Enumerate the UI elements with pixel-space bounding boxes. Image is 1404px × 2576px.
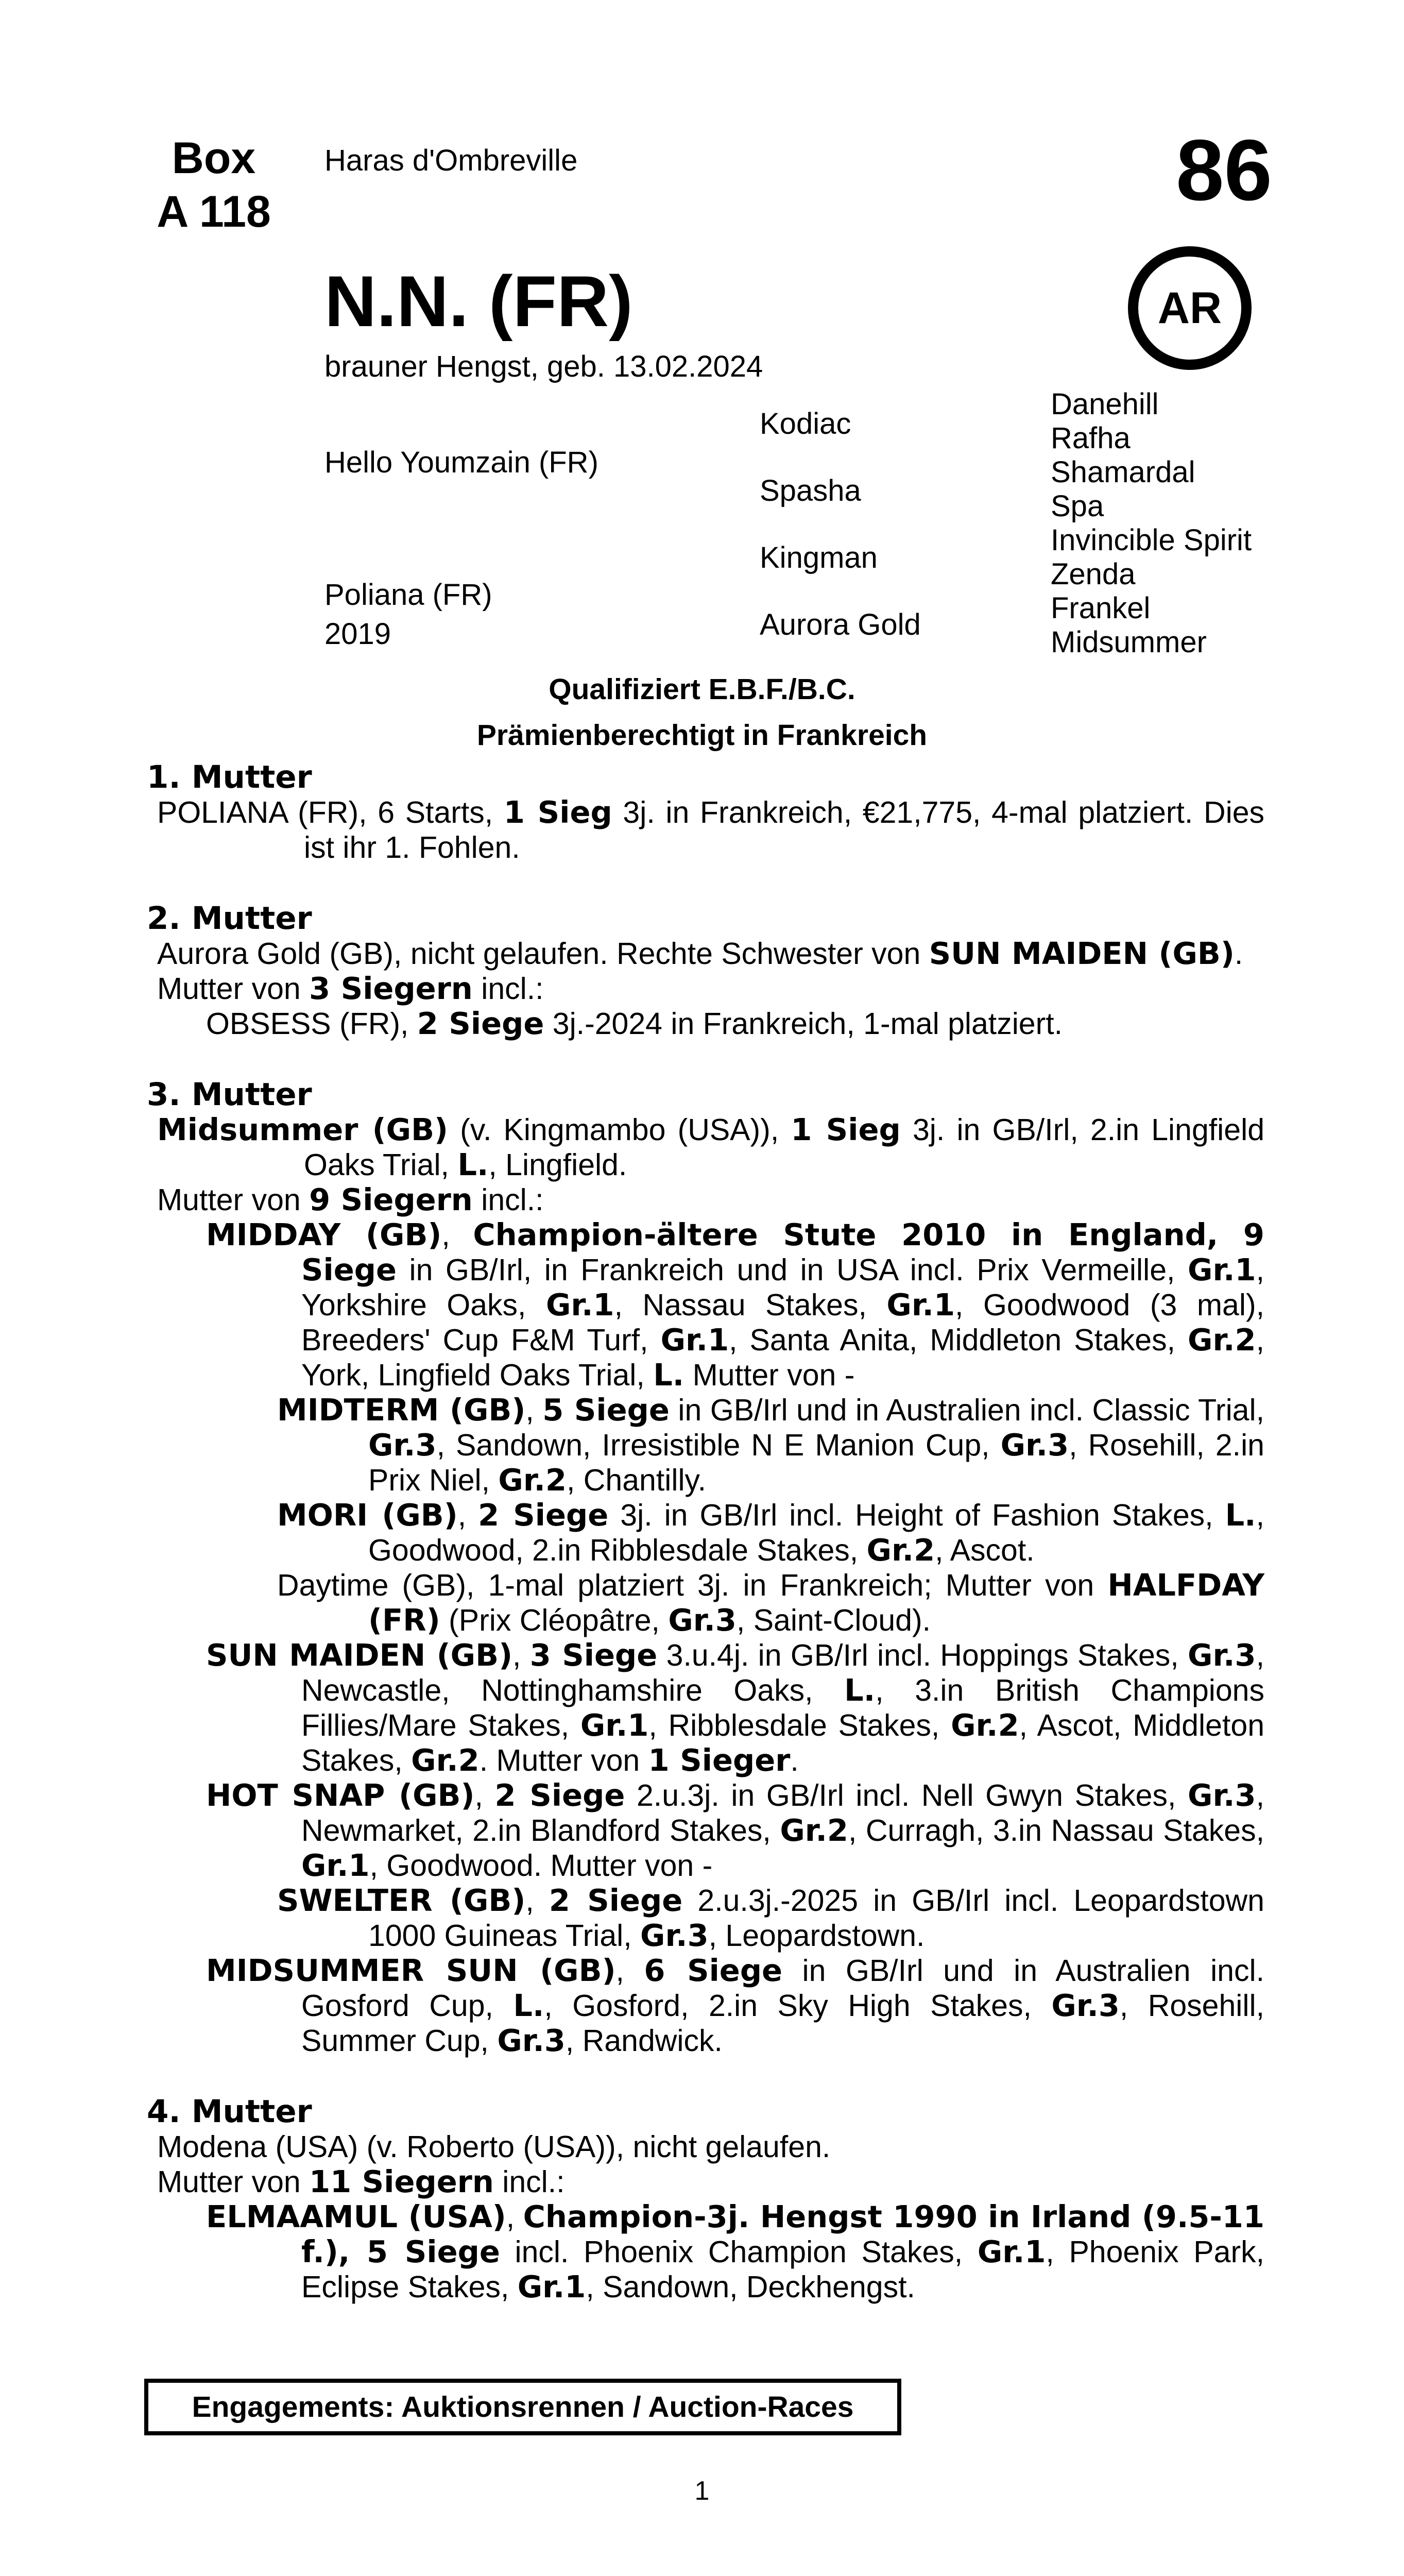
horse-description: brauner Hengst, geb. 13.02.2024 [324, 350, 763, 383]
ar-badge-label: AR [1157, 283, 1222, 333]
pedigree-great-grandparent: Midsummer [1051, 625, 1207, 659]
horse-name: N.N. (FR) [324, 261, 633, 342]
qualification-note: Qualifiziert E.B.F./B.C. [549, 673, 855, 706]
engagements-label: Engagements: Auktionsrennen / Auction-Races [192, 2391, 854, 2424]
pedigree-great-grandparent: Zenda [1051, 557, 1136, 591]
dam1-record: POLIANA (FR), 6 Starts, 1 Sieg 3j. in Frankreich, €21,775, 4-mal platziert. Dies ist ihr 1. Fohlen. [157, 794, 1265, 865]
premium-note: Prämienberechtigt in Frankreich [476, 719, 928, 752]
pedigree-great-grandparent: Spa [1051, 489, 1104, 523]
pedigree-grandparent: Kodiac [760, 407, 851, 440]
pedigree-dam: Poliana (FR) [324, 578, 492, 612]
family-section [147, 760, 1264, 2304]
pedigree-great-grandparent: Invincible Spirit [1051, 523, 1252, 557]
pedigree-grandparent: Aurora Gold [760, 608, 921, 641]
pedigree-great-grandparent: Rafha [1051, 421, 1131, 455]
pedigree-great-grandparent: Shamardal [1051, 455, 1195, 489]
pedigree-great-grandparent: Frankel [1051, 591, 1151, 625]
dam4-heading: 4. Mutter [147, 2093, 312, 2130]
dam3-grandchild-swelter: SWELTER (GB), 2 Siege 2.u.3j.-2025 in GB/Irl incl. Leopardstown 1000 Guineas Trial, Gr.3, Leopardstown. [277, 1883, 1264, 1953]
dam2-winner-obsess: OBSESS (FR), 2 Siege 3j.-2024 in Frankreich, 1-mal platziert. [206, 1006, 1063, 1041]
dam4-record: Modena (USA) (v. Roberto (USA)), nicht gelaufen. [157, 2130, 831, 2164]
dam3-record: Midsummer (GB) (v. Kingmambo (USA)), 1 Sieg 3j. in GB/Irl, 2.in Lingfield Oaks Trial, L., Lingfield. [157, 1112, 1265, 1182]
lot-number: 86 [1176, 122, 1272, 218]
dam3-winner-hot-snap: HOT SNAP (GB), 2 Siege 2.u.3j. in GB/Irl incl. Nell Gwyn Stakes, Gr.3, Newmarket, 2.in Blandford Stakes, Gr.2, Curragh, 3.in Nassau Stakes, Gr.1, Goodwood. Mutter von - [206, 1777, 1265, 1883]
dam1-heading: 1. Mutter [147, 759, 312, 795]
dam3-grandchild-daytime: Daytime (GB), 1-mal platziert 3j. in Frankreich; Mutter von HALFDAY (FR) (Prix Cléopâtre, Gr.3, Saint-Cloud). [277, 1567, 1264, 1638]
ar-badge [1128, 246, 1252, 370]
dam3-grandchild-mori: MORI (GB), 2 Siege 3j. in GB/Irl incl. Height of Fashion Stakes, L., Goodwood, 2.in Ribblesdale Stakes, Gr.2, Ascot. [277, 1497, 1264, 1568]
pedigree-grandparent: Spasha [760, 474, 861, 507]
box-label [147, 131, 281, 239]
dam3-winner-midsummer-sun: MIDSUMMER SUN (GB), 6 Siege in GB/Irl und in Australien incl. Gosford Cup, L., Gosford, 2.in Sky High Stakes, Gr.3, Rosehill, Summer Cup, Gr.3, Randwick. [206, 1953, 1265, 2058]
pedigree-dam-year: 2019 [324, 617, 391, 651]
pedigree-grandparent: Kingman [760, 541, 878, 574]
box-label-line1: Box [172, 133, 256, 183]
dam4-winner-elmaamul: ELMAAMUL (USA), Champion-3j. Hengst 1990 in Irland (9.5-11 f.), 5 Siege incl. Phoenix Champion Stakes, Gr.1, Phoenix Park, Eclipse Stakes, Gr.1, Sandown, Deckhengst. [206, 2199, 1265, 2304]
dam4-produce-line: Mutter von 11 Siegern incl.: [157, 2164, 565, 2199]
pedigree-sire: Hello Youmzain (FR) [324, 446, 598, 479]
dam2-produce-line: Mutter von 3 Siegern incl.: [157, 971, 544, 1006]
engagements-box [144, 2379, 901, 2435]
dam3-winner-sun-maiden: SUN MAIDEN (GB), 3 Siege 3.u.4j. in GB/Irl incl. Hoppings Stakes, Gr.3, Newcastle, Nottinghamshire Oaks, L., 3.in British Champions Fillies/Mare Stakes, Gr.1, Ribblesdale Stakes, Gr.2, Ascot, Middleton Stakes, Gr.2. Mutter von 1 Sieger. [206, 1637, 1265, 1778]
dam3-produce-line: Mutter von 9 Siegern incl.: [157, 1182, 544, 1217]
dam3-heading: 3. Mutter [147, 1076, 312, 1113]
dam3-grandchild-midterm: MIDTERM (GB), 5 Siege in GB/Irl und in Australien incl. Classic Trial, Gr.3, Sandown, Irresistible N E Manion Cup, Gr.3, Rosehill, 2.in Prix Niel, Gr.2, Chantilly. [277, 1392, 1264, 1498]
dam2-heading: 2. Mutter [147, 900, 312, 937]
pedigree-great-grandparent: Danehill [1051, 387, 1159, 421]
box-label-line2: A 118 [157, 187, 271, 236]
dam3-winner-midday: MIDDAY (GB), Champion-ältere Stute 2010 in England, 9 Siege in GB/Irl, in Frankreich und in USA incl. Prix Vermeille, Gr.1, Yorkshire Oaks, Gr.1, Nassau Stakes, Gr.1, Goodwood (3 mal), Breeders' Cup F&M Turf, Gr.1, Santa Anita, Middleton Stakes, Gr.2, York, Lingfield Oaks Trial, L. Mutter von - [206, 1217, 1265, 1393]
breeder-name: Haras d'Ombreville [324, 144, 578, 177]
page-number: 1 [694, 2476, 710, 2506]
dam2-record: Aurora Gold (GB), nicht gelaufen. Rechte Schwester von SUN MAIDEN (GB). [157, 936, 1243, 971]
